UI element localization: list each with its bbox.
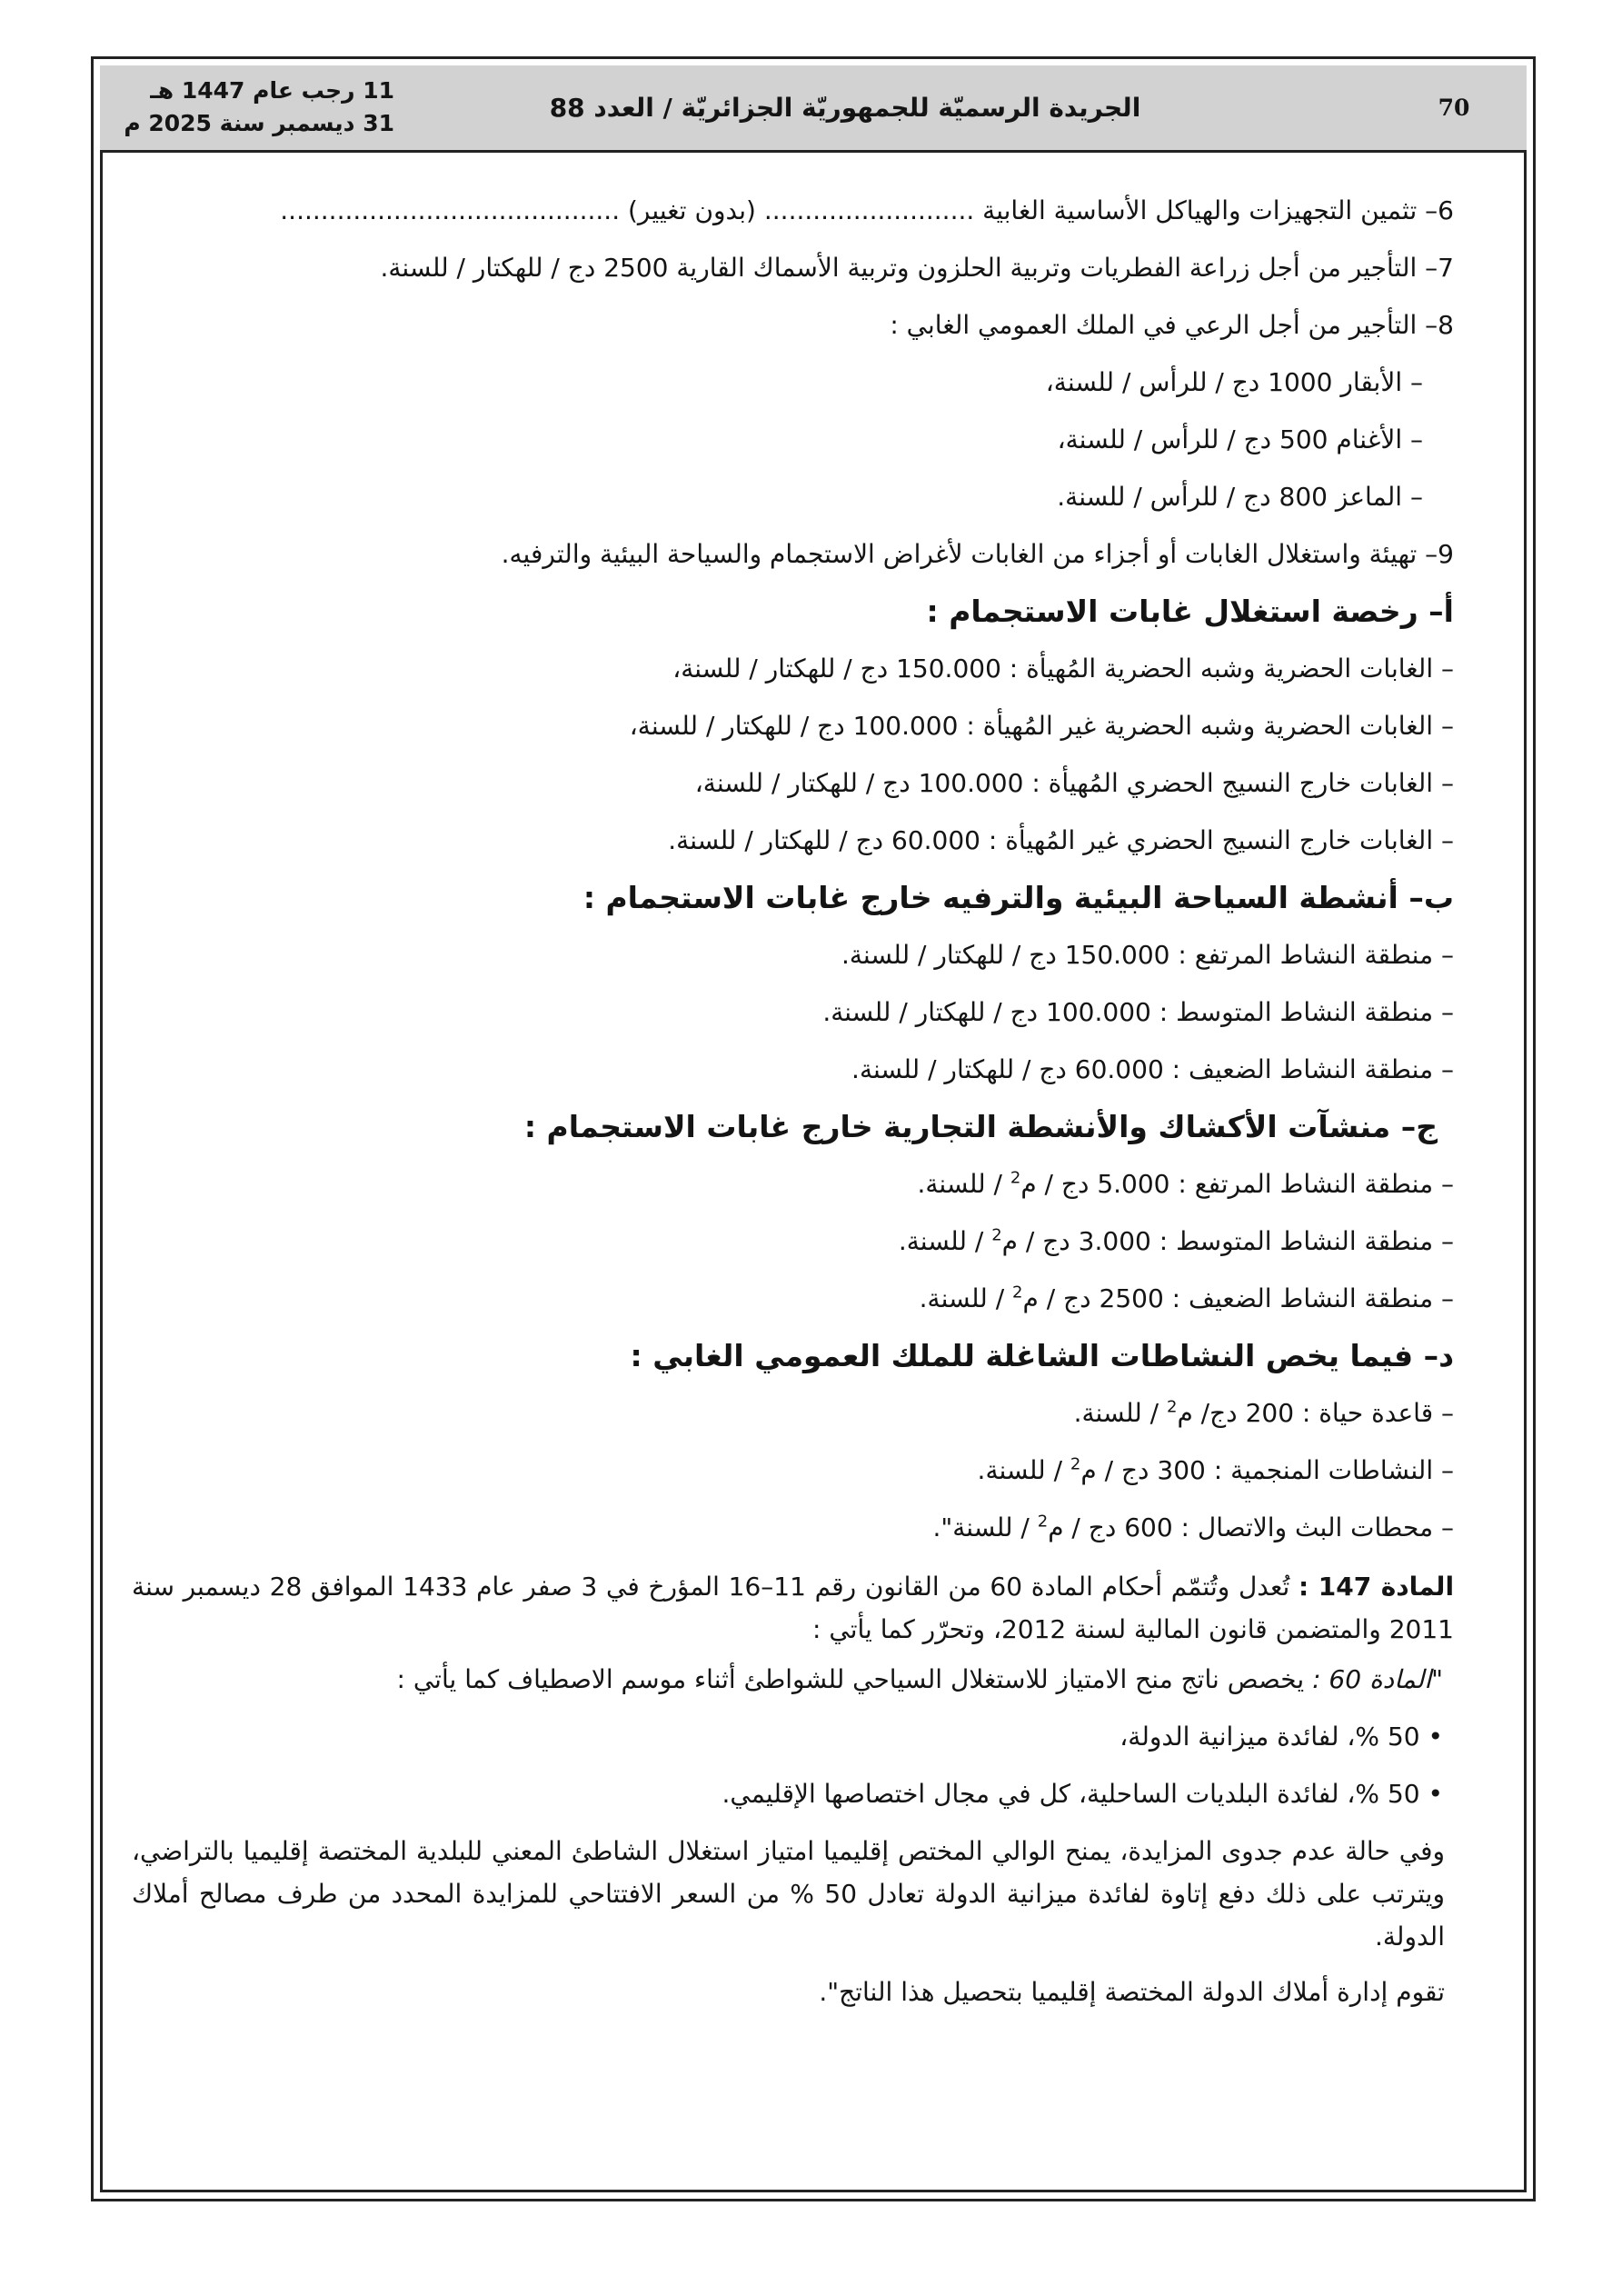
section-b-line: – منطقة النشاط الضعيف : 60.000 دج / للهكتار / للسنة. xyxy=(851,1054,1454,1084)
item-8: 8– التأجير من أجل الرعي في الملك العمومي الغابي : xyxy=(890,310,1454,340)
article-147-label: المادة 147 : xyxy=(1299,1572,1455,1602)
bullet-icon: • xyxy=(1419,1722,1443,1752)
page-number: 70 xyxy=(1438,95,1470,121)
issue-date xyxy=(122,75,394,140)
item-8-goats: – الماعز 800 دج / للرأس / للسنة. xyxy=(1057,482,1423,512)
section-b-line: – منطقة النشاط المرتفع : 150.000 دج / للهكتار / للسنة. xyxy=(841,940,1454,970)
section-c-line: – منطقة النشاط الضعيف : 2500 دج / م$^2$ / للسنة. xyxy=(919,1283,1454,1313)
section-a-heading: أ– رخصة استغلال غابات الاستجمام : xyxy=(926,594,1454,629)
item-8-sheep: – الأغنام 500 دج / للرأس / للسنة، xyxy=(1057,424,1423,454)
gazette-title: الجريدة الرسميّة للجمهوريّة الجزائريّة / العدد 88 xyxy=(549,93,1141,123)
article-60-label: "المادة 60 : xyxy=(1312,1664,1443,1694)
article-60-paragraph: وفي حالة عدم جدوى المزايدة، يمنح الوالي المختص إقليميا امتياز استغلال الشاطئ المعني للبلدية المختصة إقليميا بالتراضي، ويترتب على ذلك دفع إتاوة لفائدة ميزانية الدولة تعادل 50 % من السعر الافتتاحي للمزايدة المحدد من طرف مصالح أملاك الدولة. xyxy=(132,1836,1445,1952)
article-147-text: تُعدل وتُتمّم أحكام المادة 60 من القانون رقم 11–16 المؤرخ في 3 صفر عام 1433 الموافق 28 ديسمبر سنة 2011 والمتضمن قانون المالية لسنة 2012، وتحرّر كما يأتي : xyxy=(132,1572,1454,1644)
item-9: 9– تهيئة واستغلال الغابات أو أجزاء من الغابات لأغراض الاستجمام والسياحة البيئية والترفيه. xyxy=(501,539,1454,569)
section-c-heading: ج– منشآت الأكشاك والأنشطة التجارية خارج غابات الاستجمام : xyxy=(523,1109,1438,1144)
section-a-line: – الغابات الحضرية وشبه الحضرية المُهيأة : 150.000 دج / للهكتار / للسنة، xyxy=(672,654,1454,684)
item-8-cattle: – الأبقار 1000 دج / للرأس / للسنة، xyxy=(1045,367,1423,397)
bullet-item: • 50 %، لفائدة البلديات الساحلية، كل في مجال اختصاصها الإقليمي. xyxy=(721,1779,1443,1809)
article-60-closing: تقوم إدارة أملاك الدولة المختصة إقليميا بتحصيل هذا الناتج". xyxy=(819,1977,1445,2007)
section-c-line: – منطقة النشاط المتوسط : 3.000 دج / م$^2$ / للسنة. xyxy=(898,1225,1454,1256)
section-d-line: – النشاطات المنجمية : 300 دج / م$^2$ / للسنة. xyxy=(977,1454,1454,1485)
section-b-line: – منطقة النشاط المتوسط : 100.000 دج / للهكتار / للسنة. xyxy=(822,997,1454,1027)
item-6: 6– تثمين التجهيزات والهياكل الأساسية الغابية .......................... (بدون تغيير) .......................................... xyxy=(280,195,1454,225)
section-d-line: – قاعدة حياة : 200 دج/ م$^2$ / للسنة. xyxy=(1073,1397,1454,1428)
item-7: 7– التأجير من أجل زراعة الفطريات وتربية الحلزون وتربية الأسماك القارية 2500 دج / للهكتار / للسنة. xyxy=(380,253,1454,283)
gregorian-date: 31 ديسمبر سنة 2025 م xyxy=(124,110,394,136)
hijri-date: 11 رجب عام 1447 هـ xyxy=(150,77,394,104)
bullet-icon: • xyxy=(1419,1779,1443,1809)
section-c-line: – منطقة النشاط المرتفع : 5.000 دج / م$^2$ / للسنة. xyxy=(917,1168,1454,1199)
section-d-line: – محطات البث والاتصال : 600 دج / م$^2$ / للسنة". xyxy=(932,1512,1454,1542)
document-body xyxy=(132,182,1454,2013)
gazette-header xyxy=(100,65,1527,153)
article-60-text: يخصص ناتج منح الامتياز للاستغلال السياحي للشواطئ أثناء موسم الاصطياف كما يأتي : xyxy=(396,1664,1313,1694)
bullet-item: • 50 %، لفائدة ميزانية الدولة، xyxy=(1119,1722,1443,1752)
section-a-line: – الغابات خارج النسيج الحضري المُهيأة : 100.000 دج / للهكتار / للسنة، xyxy=(694,768,1454,798)
article-60 xyxy=(132,1651,1454,1708)
section-b-heading: ب– أنشطة السياحة البيئية والترفيه خارج غابات الاستجمام : xyxy=(582,880,1454,915)
article-147 xyxy=(132,1565,1454,1651)
section-a-line: – الغابات الحضرية وشبه الحضرية غير المُهيأة : 100.000 دج / للهكتار / للسنة، xyxy=(629,711,1454,741)
section-d-heading: د– فيما يخص النشاطات الشاغلة للملك العمومي الغابي : xyxy=(630,1338,1454,1373)
section-a-line: – الغابات خارج النسيج الحضري غير المُهيأة : 60.000 دج / للهكتار / للسنة. xyxy=(668,825,1454,855)
